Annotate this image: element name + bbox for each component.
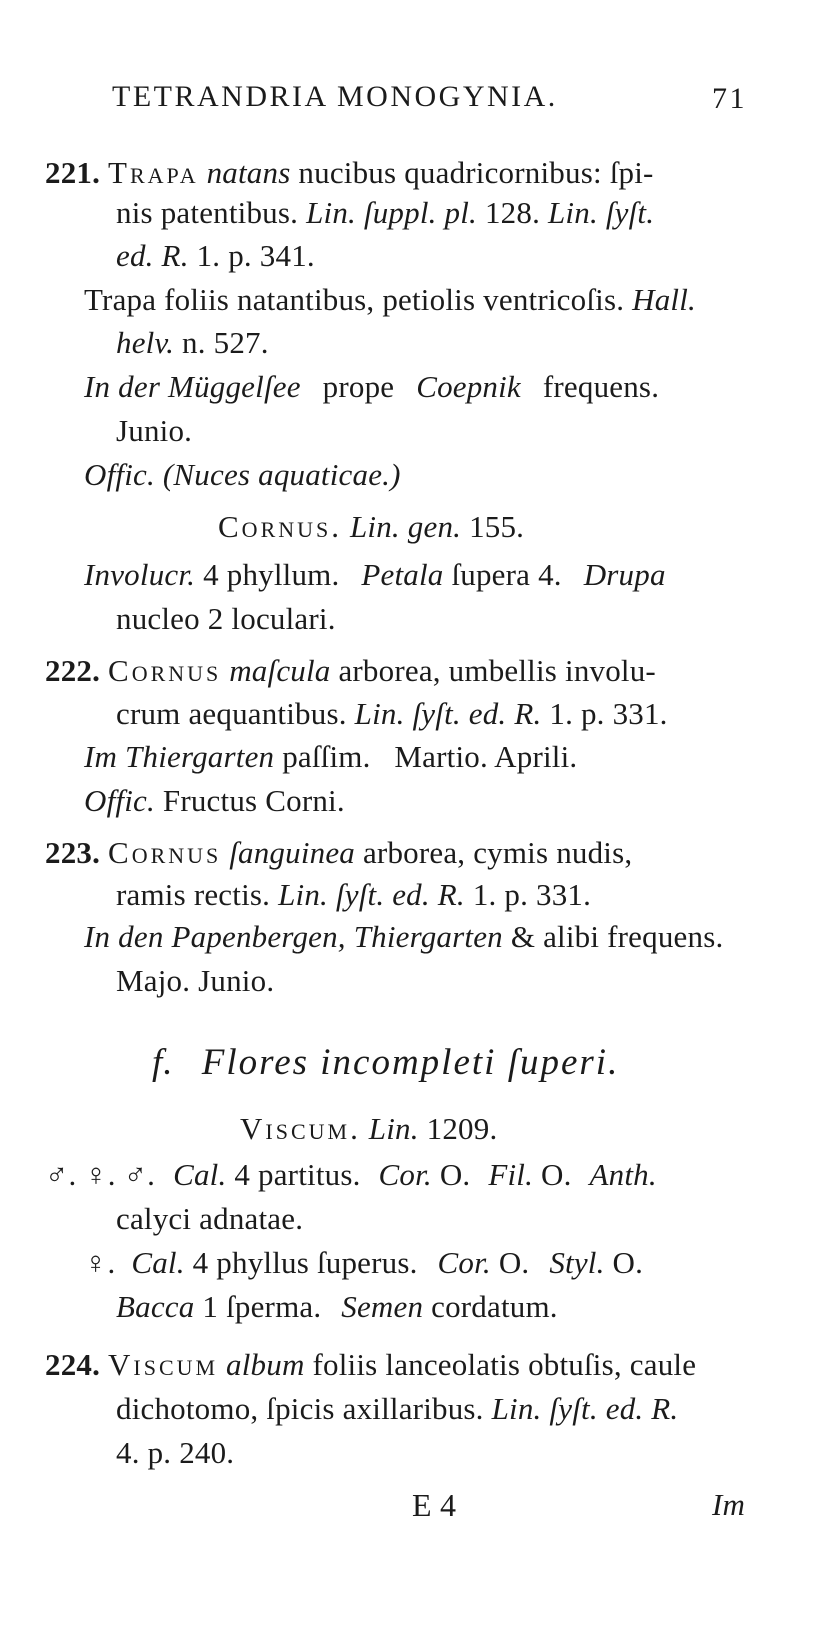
genus-name: Trapa	[108, 155, 199, 190]
viscum-female-characters-2: Bacca 1 ſperma. Semen cordatum.	[116, 1289, 558, 1324]
entry-224-line-2: dichotomo, ſpicis axillaribus. Lin. ſyſt. ed. R.	[116, 1391, 679, 1426]
viscum-male-characters-2: calyci adnatae.	[116, 1201, 304, 1236]
entry-number: 223.	[45, 835, 101, 870]
signature-mark: E 4	[412, 1487, 457, 1523]
cornus-description-1: Involucr. 4 phyllum. Petala ſupera 4. Drupa	[84, 557, 666, 592]
viscum-male-characters: ♂. ♀. ♂. Cal. 4 partitus. Cor. O. Fil. O. Anth.	[45, 1157, 657, 1192]
species-name: ſanguinea	[229, 835, 356, 870]
species-name: maſcula	[229, 653, 331, 688]
species-name: album	[226, 1347, 305, 1382]
genus-heading-viscum: Viscum. Lin. 1209.	[240, 1111, 498, 1146]
catchword: Im	[712, 1487, 746, 1522]
genus-name: Cornus	[108, 653, 222, 688]
page-number: 71	[712, 82, 747, 115]
entry-222-line-2: crum aequantibus. Lin. ſyſt. ed. R. 1. p. 331.	[116, 696, 668, 731]
running-title: TETRANDRIA MONOGYNIA.	[112, 80, 558, 113]
entry-223-line-2: ramis rectis. Lin. ſyſt. ed. R. 1. p. 331.	[116, 877, 592, 912]
entry-221-officinal: Offic. (Nuces aquaticae.)	[84, 457, 401, 492]
entry-222-officinal: Offic. Fructus Corni.	[84, 783, 345, 818]
entry-221-synonym: Trapa foliis natantibus, petiolis ventricoſis. Hall.	[84, 282, 696, 317]
entry-221-locality: In der Müggelſee prope Coepnik frequens.	[84, 369, 660, 404]
species-name: natans	[206, 155, 291, 190]
entry-221-line-1: 221. Trapa natans nucibus quadricornibus: ſpi-	[45, 155, 654, 190]
entry-223-locality: In den Papenbergen, Thiergarten & alibi frequens.	[84, 919, 724, 954]
section-heading: f. Flores incompleti ſuperi.	[152, 1042, 620, 1083]
viscum-female-characters: ♀. Cal. 4 phyllus ſuperus. Cor. O. Styl. O.	[84, 1245, 644, 1280]
entry-number: 222.	[45, 653, 101, 688]
entry-221-line-3: ed. R. 1. p. 341.	[116, 238, 315, 273]
genus-heading-cornus: Cornus. Lin. gen. 155.	[218, 509, 525, 544]
entry-221-flowering: Junio.	[116, 413, 193, 448]
cornus-description-2: nucleo 2 loculari.	[116, 601, 336, 636]
genus-name: Cornus	[108, 835, 222, 870]
entry-number: 221.	[45, 155, 101, 190]
entry-223-line-1: 223. Cornus ſanguinea arborea, cymis nudis,	[45, 835, 633, 870]
entry-221-line-2: nis patentibus. Lin. ſuppl. pl. 128. Lin. ſyſt.	[116, 195, 655, 230]
entry-223-flowering: Majo. Junio.	[116, 963, 275, 998]
entry-224-line-1: 224. Viscum album foliis lanceolatis obtuſis, caule	[45, 1347, 697, 1382]
genus-name: Viscum	[108, 1347, 219, 1382]
entry-222-line-1: 222. Cornus maſcula arborea, umbellis involu-	[45, 653, 656, 688]
entry-number: 224.	[45, 1347, 101, 1382]
entry-221-synonym-ref: helv. n. 527.	[116, 325, 269, 360]
entry-222-locality: Im Thiergarten paſſim. Martio. Aprili.	[84, 739, 578, 774]
entry-224-line-3: 4. p. 240.	[116, 1435, 235, 1470]
